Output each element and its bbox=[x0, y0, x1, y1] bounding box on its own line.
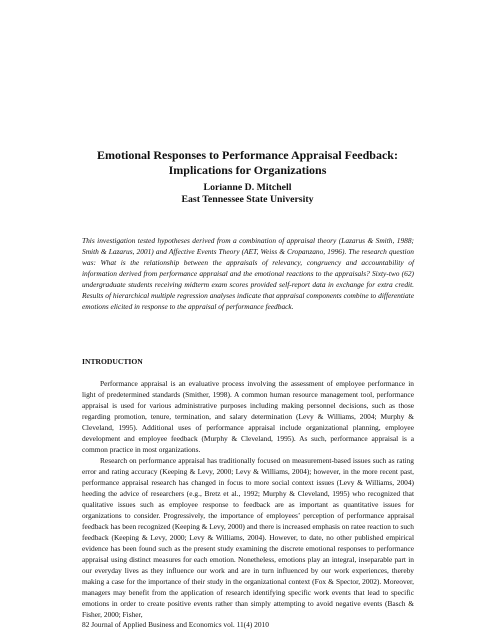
introduction-paragraph-1: Performance appraisal is an evaluative process involving the assessment of employee performance in light of predetermined standards (Smither, 1998). A common human resource management tool, performance appraisal is used for various administrative purposes including making personnel decisions, such as those regarding promotion, tenure, termination, and salary determination (Levy & Williams, 2004; Murphy & Cleveland, 1995). Additional uses of performance appraisal include organizational planning, employee development and employee feedback (Murphy & Cleveland, 1995). As such, performance appraisal is a common practice in most organizations. bbox=[82, 379, 414, 454]
article-title-line-2: Implications for Organizations bbox=[168, 163, 327, 177]
article-title-line-1: Emotional Responses to Performance Appraisal Feedback: bbox=[97, 148, 398, 162]
author-affiliation: East Tennessee State University bbox=[181, 194, 314, 205]
article-title bbox=[60, 148, 435, 178]
page-footer: 82 Journal of Applied Business and Economics vol. 11(4) 2010 bbox=[82, 620, 269, 629]
author-block bbox=[60, 182, 435, 206]
abstract-text: This investigation tested hypotheses derived from a combination of appraisal theory (Lazarus & Smith, 1988; Smith & Lazarus, 2001) and Affective Events Theory (AET, Weiss & Cropanzano, 1996). The research question was: What is the relationship between the appraisals of relevancy, congruency and accountability of information derived from performance appraisal and the emotional reactions to the appraisals? Sixty-two (62) undergraduate students receiving midterm exam scores provided self-report data in exchange for extra credit. Results of hierarchical multiple regression analyses indicate that appraisal components combine to differentiate emotions elicited in response to the appraisal of performance feedback. bbox=[82, 236, 414, 311]
introduction-paragraph-2: Research on performance appraisal has traditionally focused on measurement-based issues such as rating error and rating accuracy (Keeping & Levy, 2000; Levy & Williams, 2004); however, in the more recent past, performance appraisal research has changed in focus to more social context issues (Levy & Williams, 2004) heeding the advice of researchers (e.g., Bretz et al., 1992; Murphy & Cleveland, 1995) who recognized that qualitative issues such as employee response to feedback are as important as quantitative issues for organizations to consider. Progressively, the importance of employees’ perception of performance appraisal feedback has been recognized (Keeping & Levy, 2000) and there is increased emphasis on ratee reaction to such feedback (Keeping & Levy, 2000; Levy & Williams, 2004). However, to date, no other published empirical evidence has been found such as the present study examining the discrete emotional responses to performance appraisal using distinct measures for each emotion. Nonetheless, emotions play an integral, inseparable part in our everyday lives as they influence our work and are in turn influenced by our work experiences, thereby making a case for the importance of their study in the organizational context (Fox & Spector, 2002). Moreover, managers may benefit from the application of research identifying specific work events that lead to specific emotions in order to create positive events rather than simply attempting to avoid negative events (Basch & Fisher, 2000; Fisher, bbox=[82, 456, 414, 619]
author-name: Lorianne D. Mitchell bbox=[203, 182, 292, 193]
section-heading-introduction: INTRODUCTION bbox=[82, 357, 143, 366]
